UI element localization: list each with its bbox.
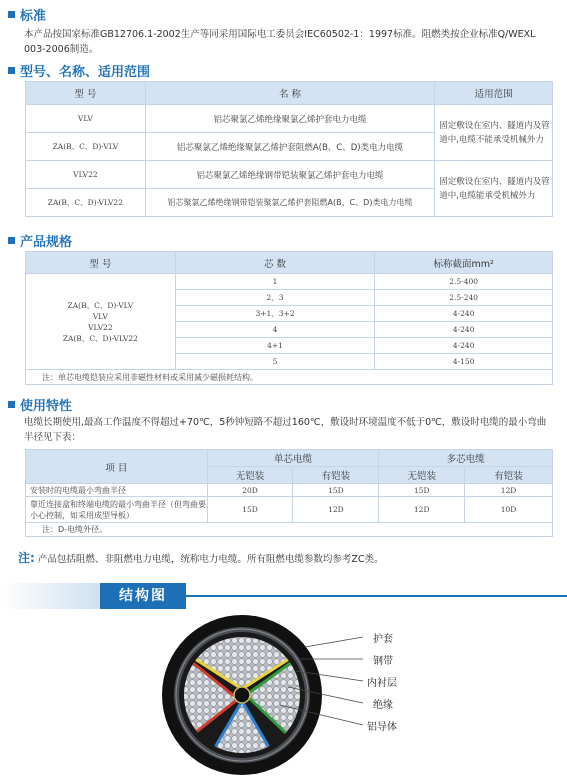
item-cell: 靠近连接盒和终端电缆的最小弯曲半径（但弯曲要小心控制，如采用成型导板） bbox=[26, 497, 208, 523]
scope-cell: 固定敷设在室内、隧道内及管道中,电缆能承受机械外力 bbox=[435, 161, 553, 217]
col-header-name: 名 称 bbox=[145, 82, 434, 105]
note-label: 注: bbox=[18, 551, 35, 565]
section-models-heading bbox=[8, 61, 150, 80]
structure-title: 结构图 bbox=[100, 583, 186, 609]
cores-cell: 5 bbox=[175, 354, 375, 370]
section-cell: 2.5-400 bbox=[375, 274, 553, 290]
square-bullet-icon bbox=[8, 401, 15, 408]
scope-cell: 固定敷设在室内、隧道内及管道中,电缆不能承受机械外力 bbox=[435, 105, 553, 161]
item-cell: 安装时的电缆最小弯曲半径 bbox=[26, 484, 208, 497]
bend-radius-table bbox=[25, 449, 553, 537]
table-row bbox=[26, 105, 553, 133]
callout-inner-lining: 内衬层 bbox=[367, 678, 397, 689]
value-cell: 12D bbox=[293, 497, 379, 523]
cores-cell: 1 bbox=[175, 274, 375, 290]
col-header-model: 型 号 bbox=[26, 252, 176, 274]
cores-cell: 2、3 bbox=[175, 290, 375, 306]
table-note-row bbox=[26, 523, 553, 537]
col-header-unarmored: 无铠装 bbox=[379, 467, 465, 484]
note-text: 产品包括阻燃、非阻燃电力电缆，统称电力电缆。所有阻燃电缆参数均参考ZC类。 bbox=[37, 554, 384, 565]
section-title: 型号、名称、适用范围 bbox=[20, 65, 151, 80]
col-header-unarmored: 无铠装 bbox=[207, 467, 293, 484]
table-note-row bbox=[26, 370, 553, 385]
callout-conductor: 铝导体 bbox=[367, 722, 397, 733]
col-header-multi-core: 多芯电缆 bbox=[379, 450, 553, 467]
section-standard-heading bbox=[8, 5, 46, 24]
model-line: ZA(B、C、D)-VLV bbox=[67, 300, 134, 310]
banner-line bbox=[186, 595, 567, 597]
col-header-scope: 适用范围 bbox=[435, 82, 553, 105]
section-cell: 4-240 bbox=[375, 338, 553, 354]
name-cell: 铝芯聚氯乙烯绝缘聚氯乙烯护套阻燃A(B、C、D)类电力电缆 bbox=[145, 133, 434, 161]
col-header-armored: 有铠装 bbox=[293, 467, 379, 484]
section-specs-heading bbox=[8, 231, 72, 250]
cores-cell: 4 bbox=[175, 322, 375, 338]
bend-note: 注：D-电缆外径。 bbox=[26, 523, 553, 537]
model-cell: ZA(B、C、D)-VLV bbox=[26, 133, 146, 161]
spec-models-cell bbox=[26, 274, 176, 370]
section-usage-heading bbox=[8, 395, 72, 414]
table-row bbox=[26, 161, 553, 189]
section-title: 标准 bbox=[20, 9, 47, 24]
col-header-section: 标称截面mm² bbox=[375, 252, 553, 274]
table-row bbox=[26, 484, 553, 497]
model-cell: ZA(B、C、D)-VLV22 bbox=[26, 189, 146, 217]
section-title: 产品规格 bbox=[20, 235, 73, 250]
value-cell: 10D bbox=[465, 497, 553, 523]
value-cell: 15D bbox=[293, 484, 379, 497]
callout-outer-sheath: 护套 bbox=[373, 634, 393, 645]
square-bullet-icon bbox=[8, 237, 15, 244]
spec-note: 注：单芯电缆铠装应采用非磁性材料或采用减少磁损耗结构。 bbox=[26, 370, 553, 385]
square-bullet-icon bbox=[8, 11, 15, 18]
name-cell: 铝芯聚氯乙烯绝缘钢带铠装聚氯乙烯护套阻燃A(B、C、D)类电力电缆 bbox=[145, 189, 434, 217]
value-cell: 15D bbox=[379, 484, 465, 497]
cable-cross-section bbox=[0, 609, 567, 784]
square-bullet-icon bbox=[8, 67, 15, 74]
value-cell: 20D bbox=[207, 484, 293, 497]
model-table bbox=[25, 81, 553, 217]
model-line: ZA(B、C、D)-VLV22 bbox=[62, 333, 138, 343]
banner-gradient bbox=[0, 583, 100, 609]
standard-paragraph: 本产品按国家标准GB12706.1-2002生产等同采用国际电工委员会IEC60502-1：1997标准。阻燃类按企业标准Q/WEXL 003-2006制造。 bbox=[24, 29, 536, 55]
spec-table bbox=[25, 251, 553, 385]
value-cell: 15D bbox=[207, 497, 293, 523]
model-line: VLV22 bbox=[88, 322, 113, 332]
name-cell: 铝芯聚氯乙烯绝缘钢带铠装聚氯乙烯护套电力电缆 bbox=[145, 161, 434, 189]
model-cell: VLV bbox=[26, 105, 146, 133]
name-cell: 铝芯聚氯乙烯绝缘聚氯乙烯护套电力电缆 bbox=[145, 105, 434, 133]
col-header-item: 项 目 bbox=[26, 450, 208, 484]
table-row bbox=[26, 497, 553, 523]
structure-banner bbox=[0, 583, 567, 609]
col-header-model: 型 号 bbox=[26, 82, 146, 105]
section-cell: 4-150 bbox=[375, 354, 553, 370]
usage-paragraph: 电缆长期使用,最高工作温度不得超过+70℃，5秒钟短路不超过160℃，敷设时环境温度不低于0℃，敷设时电缆的最小弯曲半径见下表： bbox=[24, 417, 547, 443]
callout-insulation: 绝缘 bbox=[373, 700, 393, 711]
value-cell: 12D bbox=[379, 497, 465, 523]
callout-steel-tape: 钢带 bbox=[373, 656, 393, 667]
value-cell: 12D bbox=[465, 484, 553, 497]
section-cell: 4-240 bbox=[375, 306, 553, 322]
bottom-note bbox=[18, 549, 383, 566]
table-row bbox=[26, 274, 553, 290]
model-line: VLV bbox=[92, 311, 108, 321]
col-header-armored: 有铠装 bbox=[465, 467, 553, 484]
model-cell: VLV22 bbox=[26, 161, 146, 189]
cores-cell: 4+1 bbox=[175, 338, 375, 354]
section-cell: 4-240 bbox=[375, 322, 553, 338]
cores-cell: 3+1、3+2 bbox=[175, 306, 375, 322]
section-cell: 2.5-240 bbox=[375, 290, 553, 306]
section-title: 使用特性 bbox=[20, 399, 73, 414]
col-header-cores: 芯 数 bbox=[175, 252, 375, 274]
col-header-single-core: 单芯电缆 bbox=[207, 450, 379, 467]
